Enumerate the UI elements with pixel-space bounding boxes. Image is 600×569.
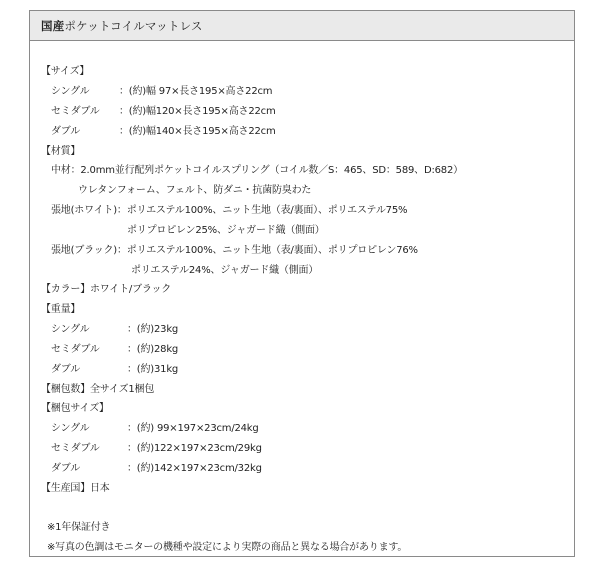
size-row-semi-double <box>51 105 276 119</box>
material-white-line2: ポリプロピレン25%、ジャガード織（側面） <box>127 225 325 236</box>
weight-row-label: ダブル <box>51 364 80 375</box>
weight-row-semi-double <box>51 343 178 357</box>
color-heading: 【カラー】 <box>41 284 90 295</box>
weight-row-single <box>51 323 178 337</box>
weight-row-label: セミダブル <box>51 344 100 355</box>
disclaimer-note: ※写真の色調はモニターの機種や設定により実際の商品と異なる場合があります。 <box>47 542 408 553</box>
size-row-single <box>51 85 272 99</box>
material-white-line1: 張地(ホワイト)：ポリエステル100%、ニット生地（表/裏面）、ポリエステル75% <box>51 205 408 216</box>
package-size-row-semi-double <box>51 442 262 456</box>
spec-panel <box>29 10 575 557</box>
package-size-row-value: ：(約) 99×197×23cm/24kg <box>127 423 259 434</box>
packages-heading: 【梱包数】 <box>41 384 90 395</box>
material-core-line1: 中材：2.0mm並行配列ポケットコイルスプリング（コイル数／S：465、SD：589、D:682） <box>51 165 463 176</box>
packages-line <box>41 383 154 397</box>
package-size-heading: 【梱包サイズ】 <box>41 403 109 414</box>
size-row-value: ：(約)幅 97×長さ195×高さ22cm <box>119 86 273 97</box>
origin-heading: 【生産国】 <box>41 483 90 494</box>
weight-row-value: ：(約)31kg <box>127 364 179 375</box>
package-size-row-value: ：(約)122×197×23cm/29kg <box>127 443 262 454</box>
package-size-row-label: ダブル <box>51 463 80 474</box>
weight-row-value: ：(約)28kg <box>127 344 179 355</box>
color-line <box>41 283 171 297</box>
size-heading: 【サイズ】 <box>41 66 90 77</box>
package-size-row-double <box>51 462 262 476</box>
warranty-note: ※1年保証付き <box>47 522 111 533</box>
size-row-label: セミダブル <box>51 106 100 117</box>
weight-row-double <box>51 363 178 377</box>
material-black-line2: ポリエステル24%、ジャガード織（側面） <box>131 265 319 276</box>
package-size-row-label: セミダブル <box>51 443 100 454</box>
packages-value: 全サイズ1梱包 <box>90 384 155 395</box>
title-rest: ポケットコイルマットレス <box>64 18 203 33</box>
weight-row-label: シングル <box>51 324 90 335</box>
panel-title <box>41 18 203 34</box>
title-bold: 国産 <box>41 18 65 33</box>
package-size-row-single <box>51 422 259 436</box>
material-heading: 【材質】 <box>41 146 81 157</box>
package-size-row-value: ：(約)142×197×23cm/32kg <box>127 463 262 474</box>
origin-value: 日本 <box>90 483 110 494</box>
size-row-value: ：(約)幅140×長さ195×高さ22cm <box>119 126 276 137</box>
size-row-double <box>51 125 276 139</box>
color-value: ホワイト/ブラック <box>90 284 172 295</box>
size-row-label: ダブル <box>51 126 80 137</box>
weight-row-value: ：(約)23kg <box>127 324 179 335</box>
material-black-line1: 張地(ブラック)：ポリエステル100%、ニット生地（表/裏面）、ポリプロピレン76% <box>51 245 418 256</box>
origin-line <box>41 482 110 496</box>
package-size-row-label: シングル <box>51 423 90 434</box>
weight-heading: 【重量】 <box>41 304 81 315</box>
panel-header <box>30 11 574 41</box>
material-core-line2: ウレタンフォーム、フェルト、防ダニ・抗菌防臭わた <box>78 185 312 196</box>
size-row-value: ：(約)幅120×長さ195×高さ22cm <box>119 106 276 117</box>
size-row-label: シングル <box>51 86 90 97</box>
